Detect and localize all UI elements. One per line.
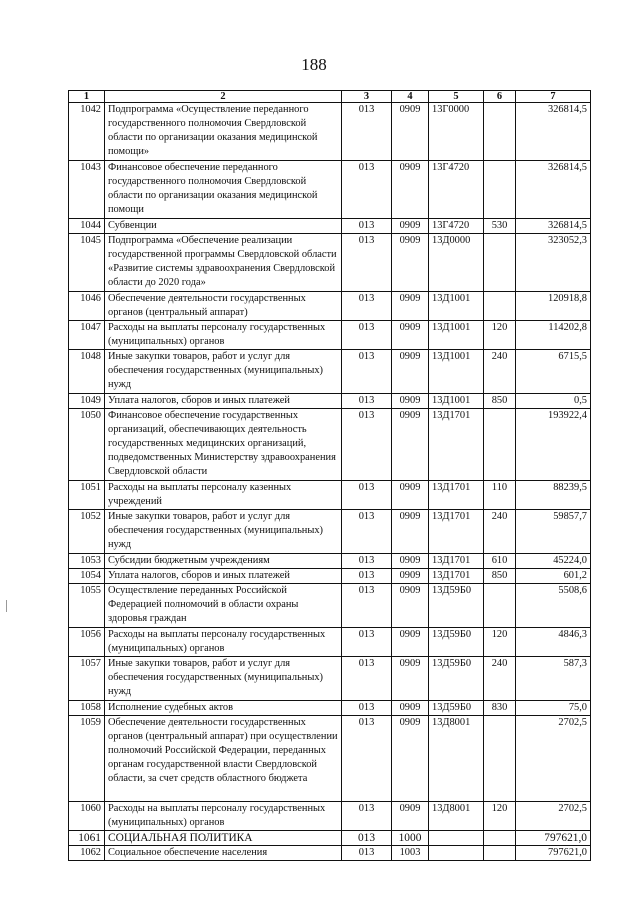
cell-col4: 0909 xyxy=(392,802,429,831)
cell-col5: 13Д1701 xyxy=(429,409,484,481)
row-name: Обеспечение деятельности государственных органов (центральный аппарат) при осуществлении полномочий Российской Федерации, переданных органам государственной власти Свердловской области, за счет средств областного бюджета xyxy=(105,716,342,802)
cell-col6 xyxy=(484,716,516,802)
cell-col5: 13Д8001 xyxy=(429,716,484,802)
row-number: 1052 xyxy=(69,510,105,554)
header-cell: 2 xyxy=(105,91,342,103)
header-cell: 7 xyxy=(516,91,591,103)
table-row xyxy=(69,831,591,846)
cell-col3: 013 xyxy=(342,554,392,569)
row-amount: 193922,4 xyxy=(516,409,591,481)
cell-col5: 13Д0000 xyxy=(429,234,484,292)
cell-col3: 013 xyxy=(342,234,392,292)
row-number: 1050 xyxy=(69,409,105,481)
row-amount: 5508,6 xyxy=(516,584,591,628)
row-amount: 120918,8 xyxy=(516,292,591,321)
table-row xyxy=(69,510,591,554)
cell-col5: 13Д1701 xyxy=(429,554,484,569)
row-amount: 326814,5 xyxy=(516,103,591,161)
cell-col4: 0909 xyxy=(392,103,429,161)
margin-mark xyxy=(6,600,7,612)
row-amount: 114202,8 xyxy=(516,321,591,350)
cell-col4: 0909 xyxy=(392,716,429,802)
row-amount: 323052,3 xyxy=(516,234,591,292)
cell-col6 xyxy=(484,234,516,292)
row-number: 1051 xyxy=(69,481,105,510)
row-name: Подпрограмма «Обеспечение реализации государственной программы Свердловской области «Развитие системы здравоохранения Свердловской области до 2020 года» xyxy=(105,234,342,292)
cell-col3: 013 xyxy=(342,103,392,161)
cell-col6: 240 xyxy=(484,350,516,394)
cell-col6 xyxy=(484,846,516,861)
row-name: Иные закупки товаров, работ и услуг для обеспечения государственных (муниципальных) нужд xyxy=(105,350,342,394)
cell-col5: 13Г0000 xyxy=(429,103,484,161)
row-number: 1061 xyxy=(69,831,105,846)
cell-col5: 13Д1001 xyxy=(429,321,484,350)
header-cell: 3 xyxy=(342,91,392,103)
row-name: Финансовое обеспечение государственных организаций, обеспечивающих деятельность государственных медицинских организаций, подведомственных Министерству здравоохранения Свердловской области xyxy=(105,409,342,481)
cell-col4: 0909 xyxy=(392,161,429,219)
table-row xyxy=(69,701,591,716)
row-amount: 2702,5 xyxy=(516,716,591,802)
cell-col4: 0909 xyxy=(392,394,429,409)
cell-col5: 13Д1701 xyxy=(429,569,484,584)
row-number: 1055 xyxy=(69,584,105,628)
row-number: 1058 xyxy=(69,701,105,716)
cell-col4: 0909 xyxy=(392,219,429,234)
cell-col4: 0909 xyxy=(392,584,429,628)
cell-col3: 013 xyxy=(342,846,392,861)
cell-col3: 013 xyxy=(342,569,392,584)
cell-col5: 13Г4720 xyxy=(429,219,484,234)
cell-col6: 120 xyxy=(484,321,516,350)
table-row xyxy=(69,234,591,292)
row-amount: 797621,0 xyxy=(516,831,591,846)
row-name: Уплата налогов, сборов и иных платежей xyxy=(105,569,342,584)
cell-col5: 13Д59Б0 xyxy=(429,628,484,657)
row-number: 1044 xyxy=(69,219,105,234)
cell-col6: 850 xyxy=(484,394,516,409)
cell-col3: 013 xyxy=(342,701,392,716)
cell-col4: 1003 xyxy=(392,846,429,861)
cell-col6 xyxy=(484,409,516,481)
cell-col4: 0909 xyxy=(392,481,429,510)
cell-col6 xyxy=(484,161,516,219)
table-row xyxy=(69,161,591,219)
row-number: 1054 xyxy=(69,569,105,584)
cell-col6: 610 xyxy=(484,554,516,569)
cell-col3: 013 xyxy=(342,716,392,802)
cell-col4: 0909 xyxy=(392,409,429,481)
table-row xyxy=(69,219,591,234)
cell-col3: 013 xyxy=(342,219,392,234)
table-row xyxy=(69,657,591,701)
row-number: 1048 xyxy=(69,350,105,394)
row-amount: 45224,0 xyxy=(516,554,591,569)
header-cell: 5 xyxy=(429,91,484,103)
row-amount: 0,5 xyxy=(516,394,591,409)
cell-col5: 13Д1701 xyxy=(429,481,484,510)
row-name: Подпрограмма «Осуществление переданного государственного полномочия Свердловской области по организации оказания медицинской помощи» xyxy=(105,103,342,161)
cell-col6: 110 xyxy=(484,481,516,510)
cell-col6: 830 xyxy=(484,701,516,716)
row-number: 1046 xyxy=(69,292,105,321)
row-name: Финансовое обеспечение переданного государственного полномочия Свердловской области по организации оказания медицинской помощи xyxy=(105,161,342,219)
cell-col3: 013 xyxy=(342,161,392,219)
row-name: Иные закупки товаров, работ и услуг для обеспечения государственных (муниципальных) нужд xyxy=(105,657,342,701)
row-amount: 326814,5 xyxy=(516,219,591,234)
row-number: 1042 xyxy=(69,103,105,161)
cell-col5: 13Д59Б0 xyxy=(429,584,484,628)
table-row xyxy=(69,481,591,510)
table-row xyxy=(69,394,591,409)
row-name: Иные закупки товаров, работ и услуг для обеспечения государственных (муниципальных) нужд xyxy=(105,510,342,554)
row-name: Субсидии бюджетным учреждениям xyxy=(105,554,342,569)
cell-col4: 0909 xyxy=(392,510,429,554)
row-amount: 75,0 xyxy=(516,701,591,716)
table-row xyxy=(69,846,591,861)
cell-col6 xyxy=(484,831,516,846)
cell-col3: 013 xyxy=(342,292,392,321)
cell-col4: 0909 xyxy=(392,569,429,584)
row-name: Расходы на выплаты персоналу государственных (муниципальных) органов xyxy=(105,321,342,350)
row-number: 1047 xyxy=(69,321,105,350)
header-cell: 6 xyxy=(484,91,516,103)
row-name: Социальное обеспечение населения xyxy=(105,846,342,861)
row-name: Расходы на выплаты персоналу казенных учреждений xyxy=(105,481,342,510)
row-amount: 88239,5 xyxy=(516,481,591,510)
table-row xyxy=(69,716,591,802)
row-number: 1057 xyxy=(69,657,105,701)
cell-col6 xyxy=(484,584,516,628)
cell-col4: 0909 xyxy=(392,321,429,350)
cell-col4: 0909 xyxy=(392,628,429,657)
cell-col6: 120 xyxy=(484,802,516,831)
row-amount: 326814,5 xyxy=(516,161,591,219)
cell-col4: 0909 xyxy=(392,554,429,569)
row-name: Уплата налогов, сборов и иных платежей xyxy=(105,394,342,409)
row-amount: 797621,0 xyxy=(516,846,591,861)
cell-col3: 013 xyxy=(342,657,392,701)
cell-col5: 13Д59Б0 xyxy=(429,657,484,701)
cell-col6: 240 xyxy=(484,510,516,554)
header-cell: 4 xyxy=(392,91,429,103)
row-name: СОЦИАЛЬНАЯ ПОЛИТИКА xyxy=(105,831,342,846)
cell-col5: 13Д1701 xyxy=(429,510,484,554)
cell-col5: 13Д1001 xyxy=(429,292,484,321)
table-row xyxy=(69,321,591,350)
row-name: Осуществление переданных Российской Федерацией полномочий в области охраны здоровья граждан xyxy=(105,584,342,628)
cell-col4: 0909 xyxy=(392,701,429,716)
table-row xyxy=(69,292,591,321)
cell-col6 xyxy=(484,103,516,161)
row-name: Субвенции xyxy=(105,219,342,234)
cell-col3: 013 xyxy=(342,321,392,350)
cell-col6: 530 xyxy=(484,219,516,234)
row-amount: 587,3 xyxy=(516,657,591,701)
row-amount: 2702,5 xyxy=(516,802,591,831)
row-number: 1060 xyxy=(69,802,105,831)
page-number: 188 xyxy=(301,55,327,74)
row-number: 1053 xyxy=(69,554,105,569)
cell-col3: 013 xyxy=(342,802,392,831)
row-number: 1062 xyxy=(69,846,105,861)
cell-col5 xyxy=(429,846,484,861)
cell-col6: 120 xyxy=(484,628,516,657)
cell-col4: 1000 xyxy=(392,831,429,846)
table-row xyxy=(69,569,591,584)
cell-col5: 13Д1001 xyxy=(429,350,484,394)
cell-col6: 850 xyxy=(484,569,516,584)
cell-col4: 0909 xyxy=(392,350,429,394)
budget-table xyxy=(68,90,591,861)
cell-col6: 240 xyxy=(484,657,516,701)
row-amount: 601,2 xyxy=(516,569,591,584)
cell-col3: 013 xyxy=(342,394,392,409)
cell-col3: 013 xyxy=(342,481,392,510)
table-row xyxy=(69,802,591,831)
row-name: Расходы на выплаты персоналу государственных (муниципальных) органов xyxy=(105,628,342,657)
table-row xyxy=(69,103,591,161)
row-name: Обеспечение деятельности государственных органов (центральный аппарат) xyxy=(105,292,342,321)
row-amount: 4846,3 xyxy=(516,628,591,657)
cell-col4: 0909 xyxy=(392,292,429,321)
cell-col3: 013 xyxy=(342,350,392,394)
cell-col5 xyxy=(429,831,484,846)
row-number: 1045 xyxy=(69,234,105,292)
row-number: 1056 xyxy=(69,628,105,657)
table-row xyxy=(69,628,591,657)
cell-col5: 13Д8001 xyxy=(429,802,484,831)
cell-col3: 013 xyxy=(342,831,392,846)
cell-col6 xyxy=(484,292,516,321)
cell-col5: 13Д1001 xyxy=(429,394,484,409)
table-row xyxy=(69,554,591,569)
cell-col4: 0909 xyxy=(392,234,429,292)
row-amount: 59857,7 xyxy=(516,510,591,554)
row-amount: 6715,5 xyxy=(516,350,591,394)
row-number: 1043 xyxy=(69,161,105,219)
cell-col5: 13Д59Б0 xyxy=(429,701,484,716)
table-row xyxy=(69,584,591,628)
cell-col3: 013 xyxy=(342,510,392,554)
cell-col5: 13Г4720 xyxy=(429,161,484,219)
table-row xyxy=(69,350,591,394)
row-name: Расходы на выплаты персоналу государственных (муниципальных) органов xyxy=(105,802,342,831)
cell-col3: 013 xyxy=(342,584,392,628)
row-name: Исполнение судебных актов xyxy=(105,701,342,716)
row-number: 1059 xyxy=(69,716,105,802)
cell-col4: 0909 xyxy=(392,657,429,701)
table-header-row xyxy=(69,91,591,103)
cell-col3: 013 xyxy=(342,628,392,657)
cell-col3: 013 xyxy=(342,409,392,481)
header-cell: 1 xyxy=(69,91,105,103)
row-number: 1049 xyxy=(69,394,105,409)
table-row xyxy=(69,409,591,481)
